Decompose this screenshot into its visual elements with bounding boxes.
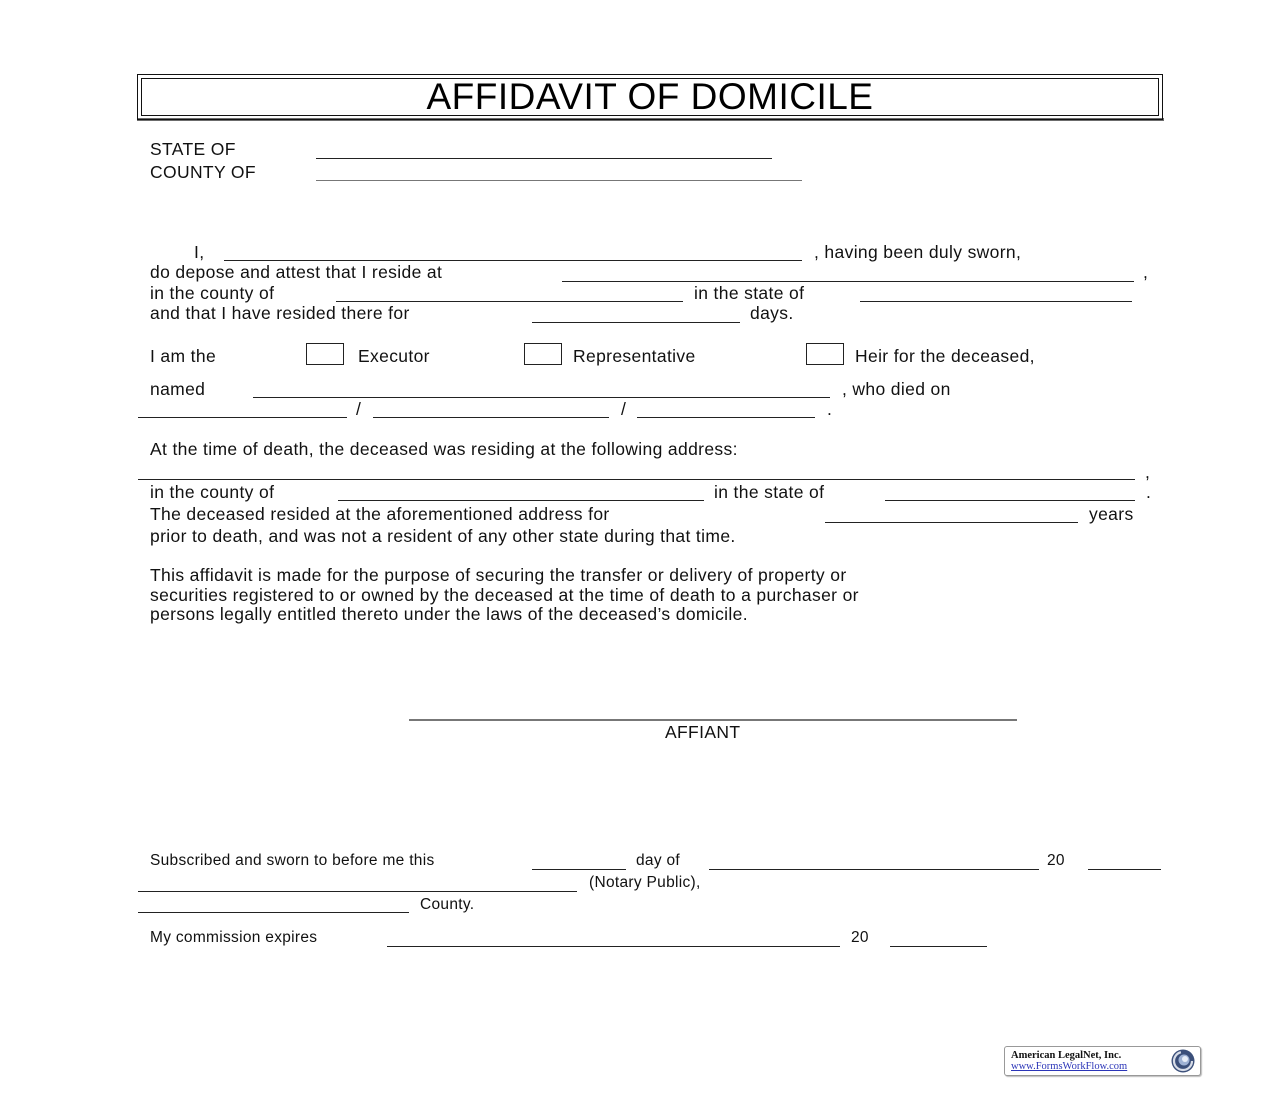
heir-checkbox[interactable]: [806, 343, 844, 365]
executor-checkbox[interactable]: [306, 343, 344, 365]
i-am-the-label: I am the: [150, 346, 217, 366]
duly-sworn-text: , having been duly sworn,: [814, 242, 1022, 262]
badge-website-link[interactable]: www.FormsWorkFlow.com: [1011, 1061, 1128, 1072]
years-resided-label: The deceased resided at the aforementioned address for: [150, 504, 610, 524]
residence-state-label: in the state of: [694, 283, 805, 303]
representative-label: Representative: [573, 346, 696, 366]
death-date-year-field[interactable]: [637, 417, 815, 418]
deceased-address-intro: At the time of death, the deceased was residing at the following address:: [150, 439, 738, 459]
notary-county-field[interactable]: [138, 912, 409, 913]
purpose-line-3: persons legally entitled thereto under the laws of the deceased’s domicile.: [150, 604, 748, 624]
affiant-name-field[interactable]: [224, 260, 802, 261]
affiant-intro-label: I,: [194, 242, 205, 262]
commission-date-field[interactable]: [387, 946, 840, 947]
deceased-name-field[interactable]: [253, 397, 830, 398]
state-of-field[interactable]: [316, 158, 772, 159]
heir-label: Heir for the deceased,: [855, 346, 1035, 366]
american-legalnet-badge[interactable]: [1004, 1046, 1201, 1076]
deceased-state-field[interactable]: [885, 500, 1135, 501]
purpose-line-1: This affidavit is made for the purpose of securing the transfer or delivery of property or: [150, 565, 847, 585]
commission-expires-label: My commission expires: [150, 929, 318, 946]
deceased-state-period: .: [1146, 482, 1152, 502]
globe-logo-icon: [1170, 1048, 1196, 1074]
deceased-address-field[interactable]: [138, 479, 1135, 480]
representative-checkbox[interactable]: [524, 343, 562, 365]
state-of-label: STATE OF: [150, 139, 236, 159]
date-separator-1: /: [356, 399, 362, 419]
deceased-county-label: in the county of: [150, 482, 275, 502]
residence-county-label: in the county of: [150, 283, 275, 303]
years-resided-field[interactable]: [825, 522, 1078, 523]
county-of-label: COUNTY OF: [150, 162, 256, 182]
resided-for-label: and that I have resided there for: [150, 303, 410, 323]
date-end-period: .: [827, 399, 833, 419]
named-label: named: [150, 379, 206, 399]
death-date-day-field[interactable]: [373, 417, 609, 418]
title-box: [137, 74, 1163, 120]
sworn-year-field[interactable]: [1088, 869, 1161, 870]
deceased-state-label: in the state of: [714, 482, 825, 502]
notary-name-field[interactable]: [138, 891, 577, 892]
sworn-month-field[interactable]: [709, 869, 1039, 870]
county-of-field[interactable]: [316, 180, 802, 181]
document-title: AFFIDAVIT OF DOMICILE: [426, 76, 874, 117]
residence-state-field[interactable]: [860, 301, 1132, 302]
affiant-signature-field[interactable]: [409, 719, 1017, 721]
commission-year-prefix: 20: [851, 929, 869, 946]
executor-label: Executor: [358, 346, 430, 366]
residency-closing-text: prior to death, and was not a resident of any other state during that time.: [150, 526, 736, 546]
deceased-county-field[interactable]: [338, 500, 704, 501]
notary-public-label: (Notary Public),: [589, 874, 701, 891]
residence-address-field[interactable]: [562, 281, 1134, 282]
sworn-year-prefix: 20: [1047, 852, 1065, 869]
who-died-on-label: , who died on: [842, 379, 951, 399]
days-resided-field[interactable]: [532, 322, 740, 323]
commission-year-field[interactable]: [890, 946, 987, 947]
purpose-line-2: securities registered to or owned by the deceased at the time of death to a purchaser or: [150, 585, 859, 605]
sworn-before-label: Subscribed and sworn to before me this: [150, 852, 435, 869]
residence-county-field[interactable]: [336, 301, 683, 302]
days-label: days.: [750, 303, 794, 323]
day-of-label: day of: [636, 852, 681, 869]
residence-comma: ,: [1143, 262, 1149, 282]
badge-company-name: American LegalNet, Inc.: [1011, 1050, 1122, 1061]
date-separator-2: /: [621, 399, 627, 419]
death-date-month-field[interactable]: [138, 417, 347, 418]
years-label: years: [1089, 504, 1134, 524]
deceased-address-comma: ,: [1145, 462, 1151, 482]
affiant-label: AFFIANT: [665, 722, 741, 742]
county-label: County.: [420, 896, 475, 913]
reside-at-label: do depose and attest that I reside at: [150, 262, 443, 282]
sworn-day-field[interactable]: [532, 869, 626, 870]
